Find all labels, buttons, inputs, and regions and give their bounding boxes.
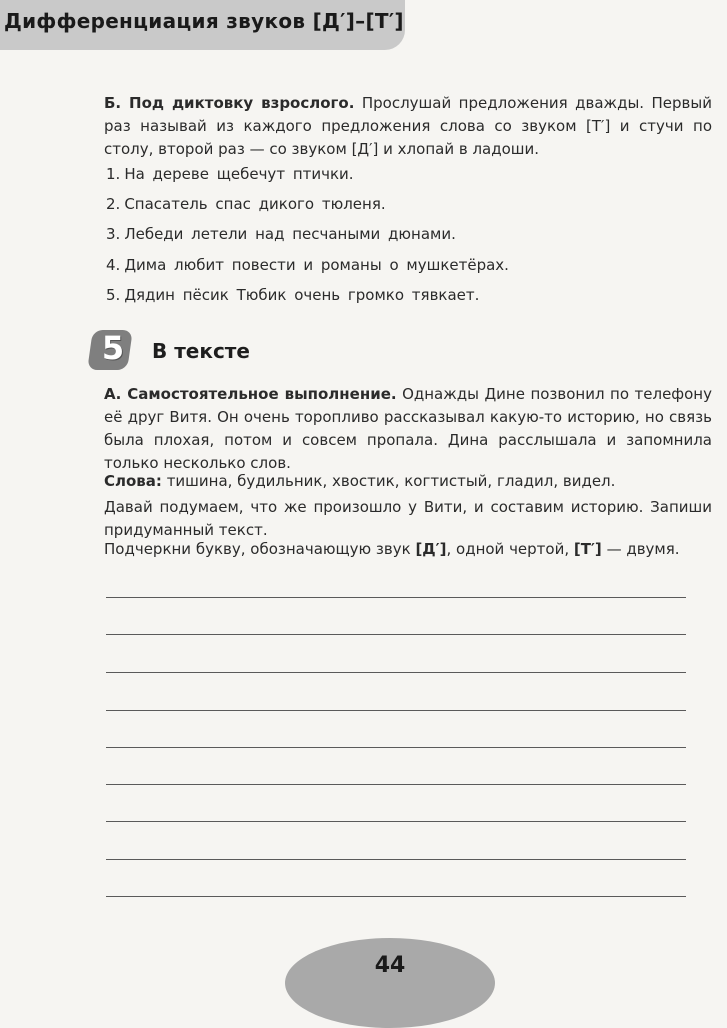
- sentence-text: На дереве щебечут птички.: [124, 165, 354, 183]
- writing-line[interactable]: [106, 634, 686, 635]
- sentence-text: Спасатель спас дикого тюленя.: [124, 195, 386, 213]
- sentence-item: [106, 256, 509, 274]
- section-number: 5: [101, 329, 125, 367]
- words-list: тишина, будильник, хвостик, когтистый, гладил, видел.: [161, 472, 616, 490]
- sentence-item: [106, 165, 354, 183]
- section-b-text: Прослушай предложения дважды. Первый раз называй из каждого предложения слова со звуком [Т′] и стучи по столу, второй раз — со звуком [Д′] и хлопай в ладоши.: [104, 94, 712, 158]
- writing-line[interactable]: [106, 747, 686, 748]
- sentence-item: [106, 195, 386, 213]
- sentence-item: [106, 286, 479, 304]
- sentence-number: 4.: [106, 256, 121, 274]
- words-paragraph: [104, 470, 712, 493]
- section-title: В тексте: [152, 339, 250, 363]
- task-a-label: А. Самостоятельное выполнение.: [104, 385, 397, 403]
- writing-line[interactable]: [106, 859, 686, 860]
- chapter-title: Дифференциация звуков [Д′]–[Т′]: [4, 9, 404, 33]
- sentence-number: 2.: [106, 195, 121, 213]
- sentence-number: 3.: [106, 225, 121, 243]
- underline-text: , одной чертой,: [446, 540, 574, 558]
- sound-d: [Д′]: [415, 540, 447, 558]
- underline-text: Подчеркни букву, обозначающую звук: [104, 540, 416, 558]
- writing-line[interactable]: [106, 597, 686, 598]
- page-number: 44: [374, 953, 406, 978]
- task-a-text: Однажды Дине позвонил по телефону её друг Витя. Он очень торопливо рассказывал какую-то историю, но связь была плохая, потом и совсем пропала. Дина расслышала и запомнила только несколько слов.: [104, 385, 712, 472]
- sentence-number: 5.: [106, 286, 121, 304]
- underline-text: — двумя.: [601, 540, 680, 558]
- writing-line[interactable]: [106, 896, 686, 897]
- section-b-label: Б. Под диктовку взрослого.: [104, 94, 355, 112]
- sound-t: [Т′]: [573, 540, 602, 558]
- writing-line[interactable]: [106, 710, 686, 711]
- section-b-instruction: [104, 92, 712, 161]
- compose-instruction: Давай подумаем, что же произошло у Вити, и составим историю. Запиши придуманный текст.: [104, 498, 712, 539]
- underline-instruction: [104, 538, 712, 561]
- sentence-item: [106, 225, 456, 243]
- sentence-text: Дядин пёсик Тюбик очень громко тявкает.: [124, 286, 480, 304]
- sentence-text: Лебеди летели над песчаными дюнами.: [124, 225, 456, 243]
- writing-line[interactable]: [106, 672, 686, 673]
- page-number-oval: [285, 938, 495, 1028]
- sentence-number: 1.: [106, 165, 121, 183]
- writing-line[interactable]: [106, 821, 686, 822]
- task-a-paragraph: [104, 383, 712, 475]
- chapter-header: [0, 0, 405, 50]
- writing-line[interactable]: [106, 784, 686, 785]
- words-label: Слова:: [104, 472, 162, 490]
- sentence-text: Дима любит повести и романы о мушкетёрах.: [124, 256, 509, 274]
